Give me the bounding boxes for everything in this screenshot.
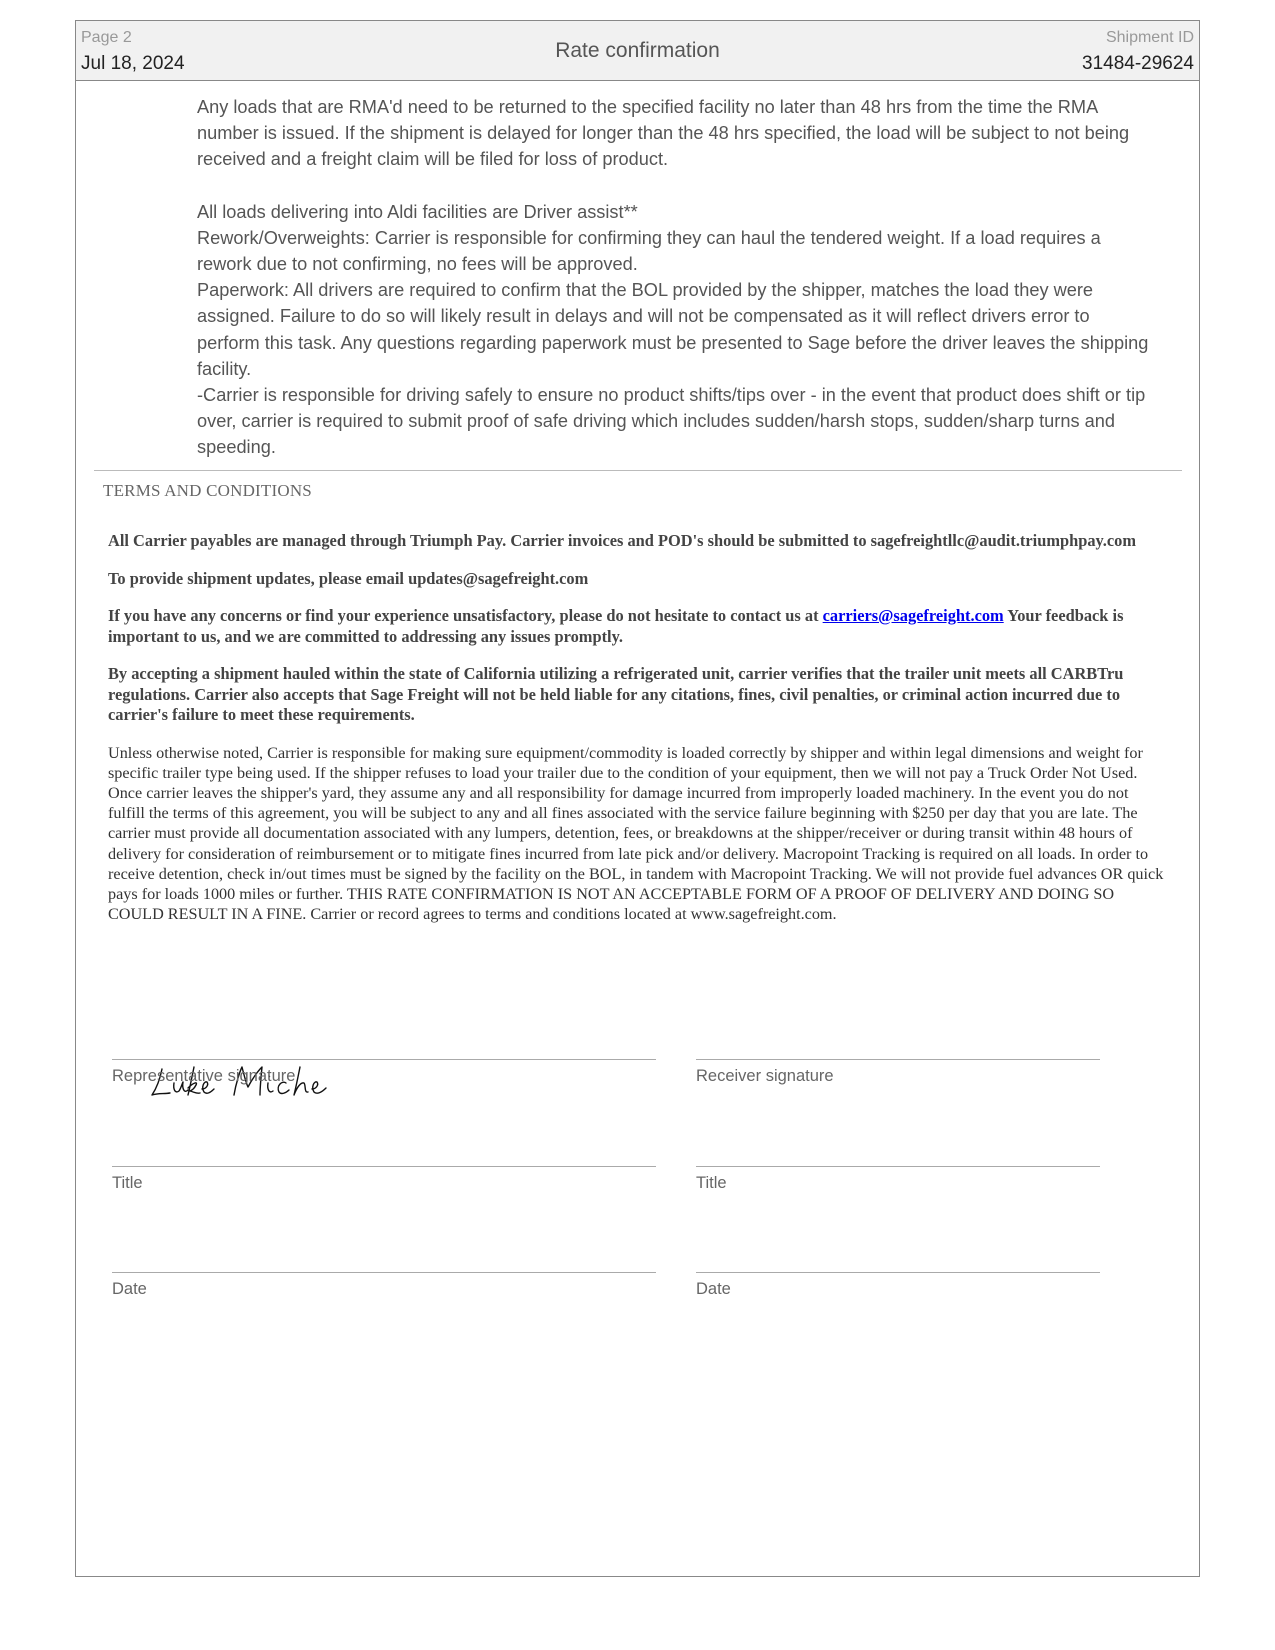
representative-date-label: Date	[112, 1280, 147, 1298]
california-term: By accepting a shipment hauled within the state of California utilizing a refrigerated unit, carrier verifies that the trailer unit meets all CARBTru regulations. Carrier also accepts that Sage Freight will not be held liable for any citations, fines, civil penalties, or criminal action incurred due to carrier's failure to meet these requirements.	[108, 664, 1124, 724]
payables-term: All Carrier payables are managed through Triumph Pay. Carrier invoices and POD's should be submitted to sagefreightllc@audit.triumphpay.com	[108, 531, 1137, 550]
general-terms: Unless otherwise noted, Carrier is responsible for making sure equipment/commodity is loaded correctly by shipper and within legal dimensions and weight for specific trailer type being used. If the shipper refuses to load your trailer due to the condition of your equipment, then we will not pay a Truck Order Not Used. Once carrier leaves the shipper's yard, they assume any and all responsibility for damage incurred from improperly loaded machinery. In the event you do not fulfill the terms of this agreement, you will be subject to any and all fines associated with the service failure beginning with $250 per day that you are late. The carrier must provide all documentation associated with any lumpers, detention, fees, or breakdowns at the shipper/receiver or during transit within 48 hours of delivery for consideration of reimbursement or to mitigate fines incurred from late pick and/or delivery. Macropoint Tracking is required on all loads. In order to receive detention, check in/out times must be signed by the facility on the BOL, in tandem with Macropoint Tracking. We will not provide fuel advances OR quick pays for loads 1000 miles or further. THIS RATE CONFIRMATION IS NOT AN ACCEPTABLE FORM OF A PROOF OF DELIVERY AND DOING SO COULD RESULT IN A FINE. Carrier or record agrees to terms and conditions located at www.sagefreight.com.	[108, 743, 1164, 924]
representative-date-line[interactable]	[112, 1272, 656, 1273]
document-page	[75, 20, 1200, 1577]
concerns-term	[108, 606, 1168, 647]
aldi-note: All loads delivering into Aldi facilities are Driver assist**	[197, 201, 638, 222]
document-date: Jul 18, 2024	[81, 53, 185, 74]
terms-and-conditions	[108, 531, 1168, 924]
safe-driving-note: -Carrier is responsible for driving safely to ensure no product shifts/tips over - in the event that product does shift or tip over, carrier is required to submit proof of safe driving which includes sudden/harsh stops, sudden/sharp turns and speeding.	[197, 385, 1146, 458]
page-header	[76, 21, 1199, 81]
rma-note: Any loads that are RMA'd need to be returned to the specified facility no later than 48 hrs from the time the RMA number is issued. If the shipment is delayed for longer than the 48 hrs specified, the load will be subject to not being received and a freight claim will be filed for loss of product.	[197, 97, 1130, 170]
concerns-text: If you have any concerns or find your experience unsatisfactory, please do not hesitate to contact us at	[108, 606, 819, 625]
document-title: Rate confirmation	[555, 39, 720, 62]
receiver-title-line[interactable]	[696, 1166, 1100, 1167]
representative-signature-label: Representative signature	[112, 1067, 296, 1085]
terms-heading: TERMS AND CONDITIONS	[103, 481, 312, 500]
representative-title-label: Title	[112, 1174, 143, 1192]
carriers-email-link[interactable]: carriers@sagefreight.com	[822, 606, 1004, 625]
receiver-date-line[interactable]	[696, 1272, 1100, 1273]
page-number: Page 2	[81, 29, 132, 46]
shipment-id: 31484-29624	[1082, 53, 1194, 74]
rework-note: Rework/Overweights: Carrier is responsible for confirming they can haul the tendered weight. If a load requires a rework due to not confirming, no fees will be approved.	[197, 227, 1101, 275]
receiver-signature-label: Receiver signature	[696, 1067, 834, 1085]
receiver-title-label: Title	[696, 1174, 727, 1192]
section-divider	[94, 470, 1182, 471]
representative-title-line[interactable]	[112, 1166, 656, 1167]
shipment-id-label: Shipment ID	[1105, 29, 1194, 46]
updates-term: To provide shipment updates, please email updates@sagefreight.com	[108, 568, 589, 588]
concerns-text-end: Your feedback is important to us, and we are committed to addressing any issues promptly.	[108, 606, 1124, 646]
receiver-signature-line[interactable]	[696, 1059, 1100, 1060]
representative-signature-line[interactable]	[112, 1059, 656, 1060]
receiver-date-label: Date	[696, 1280, 731, 1298]
special-instructions	[197, 94, 1157, 461]
paperwork-note: Paperwork: All drivers are required to confirm that the BOL provided by the shipper, matches the load they were assigned. Failure to do so will likely result in delays and will not be compensated as it will reflect drivers error to perform this task. Any questions regarding paperwork must be presented to Sage before the driver leaves the shipping facility.	[197, 280, 1149, 379]
